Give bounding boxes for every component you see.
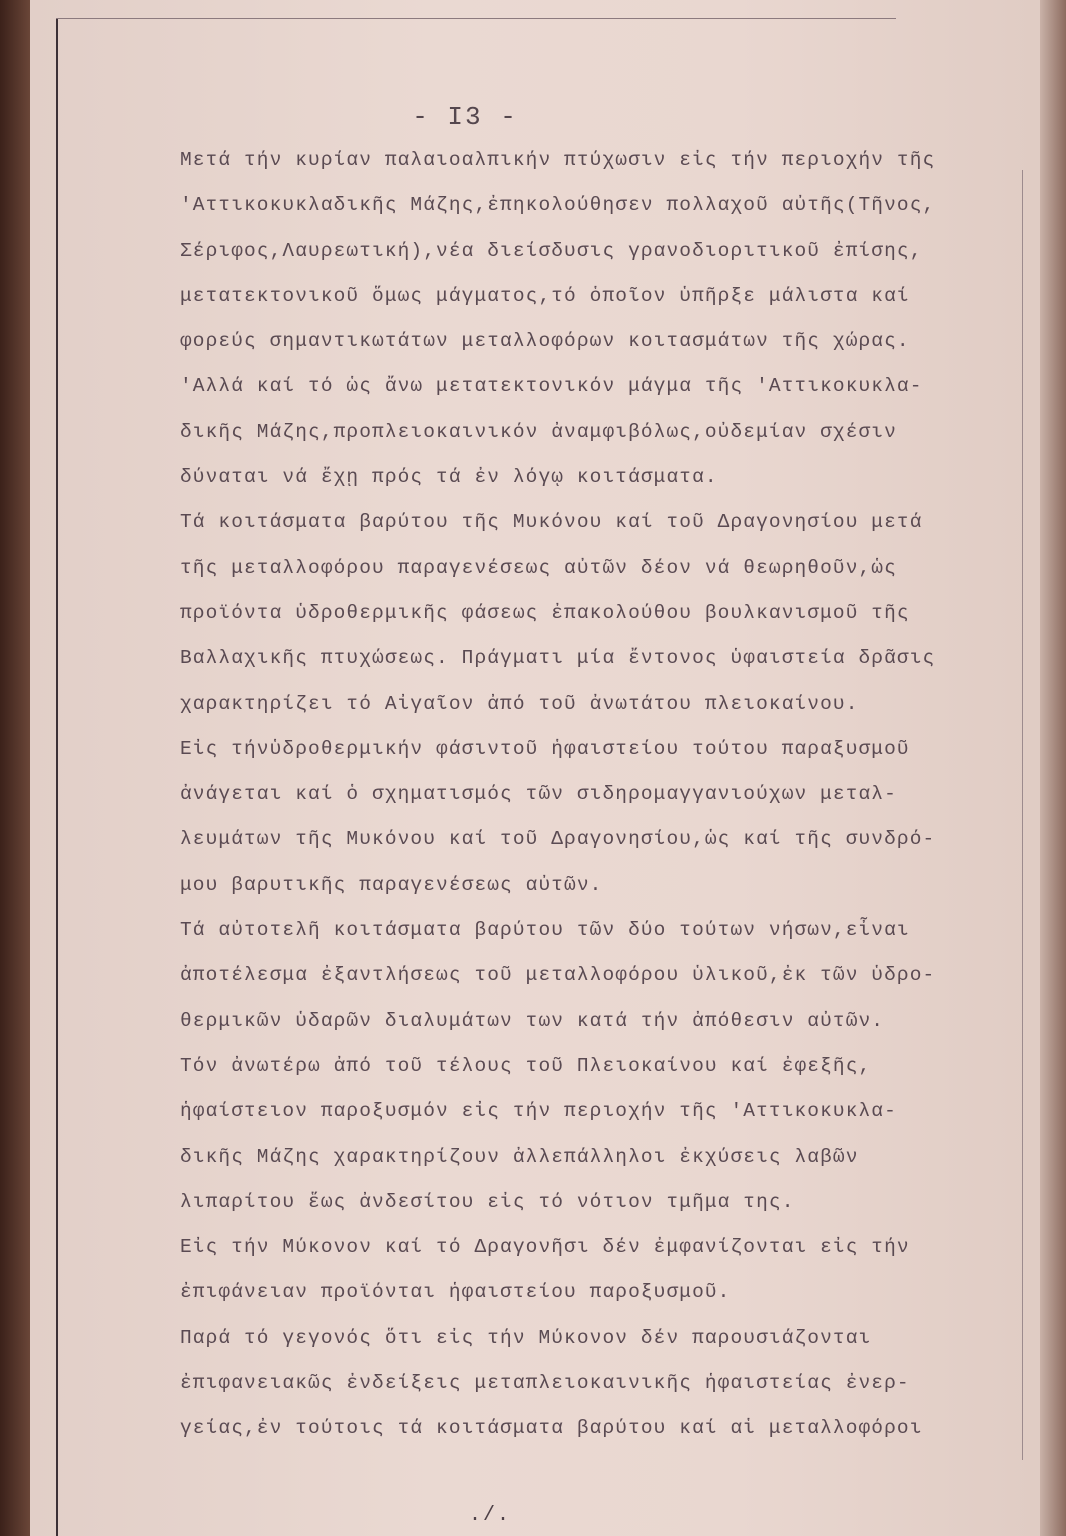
text-line: ἀνάγεται καί ὁ σχηματισμός τῶν σιδηρομαγγανιούχων μεταλ- — [180, 783, 897, 806]
text-line: φορεύς σημαντικωτάτων μεταλλοφόρων κοιτασμάτων τῆς χώρας. — [180, 330, 910, 353]
text-line: προϊόντα ὑδροθερμικῆς φάσεως ἐπακολούθου βουλκανισμοῦ τῆς — [180, 601, 910, 624]
text-line: ἡφαίστειον παροξυσμόν εἰς τήν περιοχήν τῆς 'Αττικοκυκλα- — [180, 1100, 897, 1123]
text-line: μου βαρυτικῆς παραγενέσεως αὐτῶν. — [180, 873, 603, 896]
text-line: δικῆς Μάζης,προπλειοκαινικόν ἀναμφιβόλως,οὐδεμίαν σχέσιν — [180, 420, 897, 443]
page-edge — [1040, 0, 1066, 1536]
text-line: Τόν ἀνωτέρω ἀπό τοῦ τέλους τοῦ Πλειοκαίνου καί ἐφεξῆς, — [180, 1054, 872, 1077]
book-binding — [0, 0, 30, 1536]
text-line: θερμικῶν ὑδαρῶν διαλυμάτων των κατά τήν ἀπόθεσιν αὐτῶν. — [180, 1009, 885, 1032]
text-line: τῆς μεταλλοφόρου παραγενέσεως αὐτῶν δέον νά θεωρηθοῦν,ὡς — [180, 556, 897, 579]
text-line: Τά κοιτάσματα βαρύτου τῆς Μυκόνου καί τοῦ Δραγονησίου μετά — [180, 511, 923, 534]
text-line: ἀποτέλεσμα ἐξαντλήσεως τοῦ μεταλλοφόρου ὑλικοῦ,ἐκ τῶν ὑδρο- — [180, 964, 936, 987]
text-line: Παρά τό γεγονός ὅτι εἰς τήν Μύκονον δέν παρουσιάζονται — [180, 1326, 872, 1349]
text-line: Βαλλαχικῆς πτυχώσεως. Πράγματι μία ἔντονος ὑφαιστεία δρᾶσις — [180, 647, 936, 670]
margin-line-left — [56, 18, 58, 1536]
text-line: 'Αλλά καί τό ὡς ἄνω μετατεκτονικόν μάγμα τῆς 'Αττικοκυκλα- — [180, 375, 923, 398]
text-line: ἐπιφανειακῶς ἐνδείξεις μεταπλειοκαινικῆς ἡφαιστείας ἐνερ- — [180, 1372, 910, 1395]
text-line: γείας,ἐν τούτοις τά κοιτάσματα βαρύτου καί αἱ μεταλλοφόροι — [180, 1417, 923, 1440]
text-line: Εἰς τήνὑδροθερμικήν φάσιντοῦ ἡφαιστείου τούτου παραξυσμοῦ — [180, 737, 910, 760]
text-line: 'Αττικοκυκλαδικῆς Μάζης,ἐπηκολούθησεν πολλαχοῦ αὐτῆς(Τῆνος, — [180, 194, 936, 217]
page-number: - I3 - — [412, 102, 518, 132]
text-line: λιπαρίτου ἕως ἀνδεσίτου εἰς τό νότιον τμῆμα της. — [180, 1190, 795, 1213]
text-line: Τά αὐτοτελῆ κοιτάσματα βαρύτου τῶν δύο τούτων νήσων,εἶναι — [180, 919, 910, 942]
text-line: ἐπιφάνειαν προϊόνται ἡφαιστείου παροξυσμοῦ. — [180, 1281, 731, 1304]
text-line: δικῆς Μάζης χαρακτηρίζουν ἀλλεπάλληλοι ἐκχύσεις λαβῶν — [180, 1145, 859, 1168]
continuation-mark: ./. — [468, 1504, 511, 1527]
text-line: χαρακτηρίζει τό Αἰγαῖον ἀπό τοῦ ἀνωτάτου πλειοκαίνου. — [180, 692, 859, 715]
text-line: Μετά τήν κυρίαν παλαιοαλπικήν πτύχωσιν εἰς τήν περιοχήν τῆς — [180, 149, 936, 171]
text-line: δύναται νά ἔχῃ πρός τά ἐν λόγῳ κοιτάσματα. — [180, 466, 718, 489]
text-line: λευμάτων τῆς Μυκόνου καί τοῦ Δραγονησίου,ὡς καί τῆς συνδρό- — [180, 828, 936, 851]
text-line: μετατεκτονικοῦ ὅμως μάγματος,τό ὁποῖον ὑπῆρξε μάλιστα καί — [180, 284, 910, 307]
text-line: Σέριφος,Λαυρεωτική),νέα διείσδυσις γρανοδιοριτικοῦ ἐπίσης, — [180, 239, 923, 262]
margin-line-top — [56, 18, 896, 19]
typed-text-body — [180, 138, 1030, 1452]
text-line: Εἰς τήν Μύκονον καί τό Δραγονῆσι δέν ἐμφανίζονται εἰς τήν — [180, 1236, 910, 1259]
